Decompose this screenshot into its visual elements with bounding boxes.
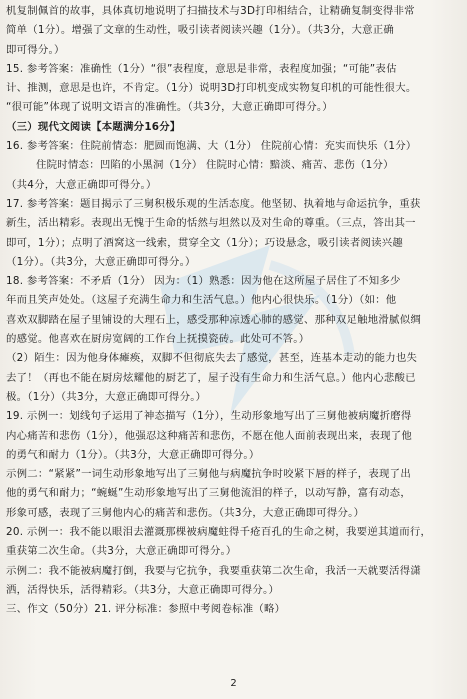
section-heading: （三）现代文阅读【本题满分16分】 — [6, 120, 181, 133]
text-line: 18. 参考答案：不矛盾（1分） 因为：（1）熟悉：因为他在这所屋子居住了不知多少 — [6, 275, 401, 288]
text-line: 重获第二次生命。（共3分，大意正确即可得分。） — [6, 545, 237, 558]
page-number: 2 — [230, 678, 237, 689]
text-line: （1分）。（共3分，大意正确即可得分。） — [6, 255, 196, 268]
text-line: 20. 示例一：我不能以眼泪去灌溉那棵被病魔蛀得千疮百孔的生命之树，我要逆其道而行， — [6, 526, 432, 539]
text-line: “很可能”体现了说明文语言的准确性。（共3分，大意正确即可得分。） — [6, 101, 333, 114]
text-line: （2）陌生：因为他身体瘫痪，双脚不但彻底失去了感觉，甚至，连基本走动的能力也失 — [6, 352, 418, 365]
text-line: 喜欢双脚踏在屋子里铺设的大理石上，感受那种凉透心肺的感觉、那种双足触地滑腻似绸 — [6, 313, 421, 326]
text-line: 15. 参考答案：准确性（1分）“很”表程度，意思是非常，表程度加强；“可能”表估 — [6, 62, 397, 75]
text-line: 年而且笑声处处。（这屋子充满生命力和生活气息。）他内心很快乐。（1分）（如：他 — [6, 294, 397, 307]
text-line: 17. 参考答案：题目揭示了三舅积极乐观的生活态度。他坚韧、执着地与命运抗争，重获 — [6, 197, 421, 210]
text-line: 去了！（再也不能在厨房炫耀他的厨艺了，屋子没有生命力和生活气息。）他内心悲酸已 — [6, 371, 416, 384]
text-line: 三、作文（50分）21. 评分标准：参照中考阅卷标准（略） — [6, 603, 286, 616]
text-line: 19. 示例一：划线句子运用了神态描写（1分），生动形象地写出了三舅他被病魔折磨得 — [6, 410, 412, 423]
text-line: 洒，活得快乐，活得精彩。（共3分，大意正确即可得分。） — [6, 583, 280, 596]
text-line: 的感觉。他喜欢在厨房宽阔的工作台上抚摸瓷砖。此处可不答。） — [6, 333, 310, 346]
text-line: 计、推测，意思是也许，不肯定。（1分）说明3D打印机变成实物复印机的可能性很大。 — [6, 82, 417, 95]
text-line: 新生，活出精彩。表现出无愧于生命的恬然与坦然以及对生命的尊重。（三点，答出其一 — [6, 217, 416, 230]
text-line: 住院时情态：凹陷的小黑洞（1分） 住院时心情：黯淡、痛苦、悲伤（1分） — [36, 159, 394, 172]
text-line: 即可，1分）；点明了酒窝这一线索，贯穿全文（1分）；巧设悬念，吸引读者阅读兴趣 — [6, 236, 404, 249]
answer-key-text — [6, 2, 461, 620]
text-line: 即可得分。） — [6, 43, 65, 56]
text-line: 机复制佩首的故事，具体真切地说明了扫描技术与3D打印相结合，让精确复制变得非常 — [6, 5, 415, 17]
text-line: 16. 参考答案：住院前情态：肥圆而饱满、大（1分） 住院前心情：充实而快乐（1分） — [6, 140, 417, 153]
text-line: 示例二：“紧紧”一词生动形象地写出了三舅他与病魔抗争时咬紧下唇的样子，表现了出 — [6, 468, 411, 481]
text-line: 示例二：我不能被病魔打倒，我要与它抗争，我要重获第二次生命，我活一天就要活得潇 — [6, 564, 421, 577]
text-line: 简单（1分）。增强了文章的生动性，吸引读者阅读兴趣（1分）。（共3分，大意正确 — [6, 24, 395, 37]
text-line: 形象可感，表现了三舅他内心的痛苦和悲伤。（共3分，大意正确即可得分。） — [6, 506, 365, 519]
text-line: 极。（1分）（共3分，大意正确即可得分。） — [6, 390, 207, 403]
text-line: （共4分，大意正确即可得分。） — [6, 178, 157, 191]
text-line: 的勇气和耐力（1分）。（共3分，大意正确即可得分。） — [6, 448, 260, 461]
text-line: 内心痛苦和悲伤（1分），他强忍这种痛苦和悲伤，不愿在他人面前表现出来，表现了他 — [6, 429, 413, 442]
text-line: 他的勇气和耐力；“蜿蜒”生动形象地写出了三舅他流泪的样子，以动写静，富有动态， — [6, 487, 411, 500]
